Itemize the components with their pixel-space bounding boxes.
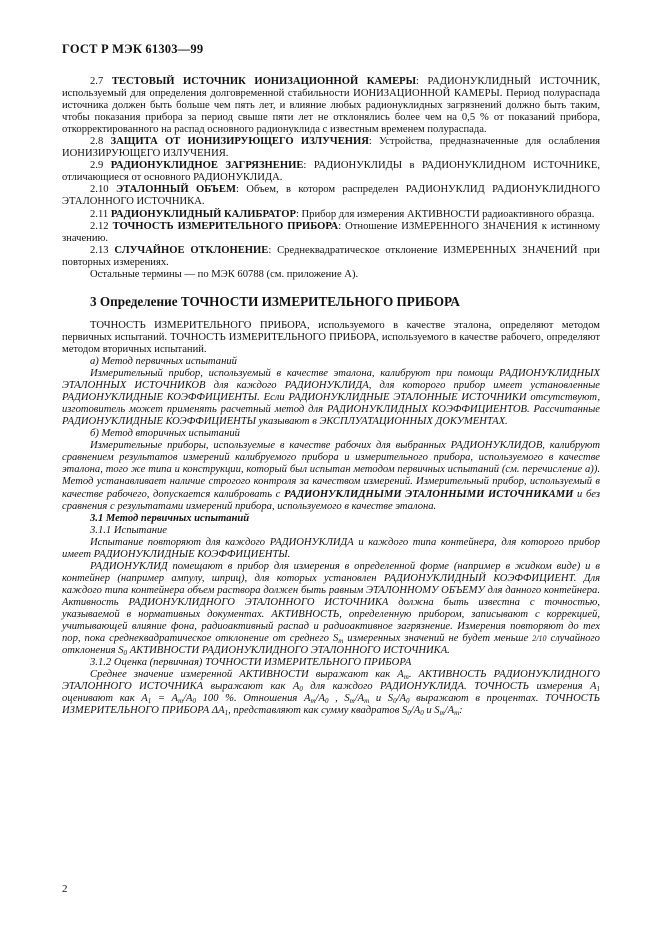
subsection-3-1-heading: 3.1 Метод первичных испытаний <box>90 512 250 524</box>
method-a-heading: а) Метод первичных испытаний <box>90 355 237 367</box>
subsection-3-1-1-para-2: РАДИОНУКЛИД помещают в прибор для измерения в определенной форме (например в жидком виде) и в контейнер (например ампулу, шприц), для которых установлен РАДИОНУКЛИДНЫЙ КОЭФФИЦИЕНТ. Для каждого типа контейнера объем раствора должен быть равным ЭТАЛОННОМУ ОБЪЕМУ для данного контейнера. Активность РАДИОНУКЛИДНОГО ЭТАЛОННОГО ИСТОЧНИКА должна быть известна с точностью, указываемой в нормативных документах. АКТИВНОСТЬ, определенную прибором, записывают с коррекцией, учитывающей влияние фона, радиоактивный распад и радиоактивное загрязнение. Измерения повторяют до тех пор, пока среднеквадратическое отклонение от среднего $S_m$ измеренных значений не будет меньше 2/10 случайного отклонения $S_0$ АКТИВНОСТИ РАДИОНУКЛИДНОГО ЭТАЛОННОГО ИСТОЧНИКА. <box>62 560 600 658</box>
method-b-text: Измерительные приборы, используемые в качестве рабочих для выбранных РАДИОНУКЛИДОВ, калибруют сравнением результатов измерений калибруемого прибора и измерительного прибора, используемого в качестве эталона, того же типа и конструкции, который был испытан методом первичных испытаний (см. перечисление а)). Метод устанавливает наличие строгого контроля за качеством измерений. Измерительный прибор, используемый в качестве рабочего, допускается калибровать с РАДИОНУКЛИДНЫМИ ЭТАЛОННЫМИ ИСТОЧНИКАМИ и без сравнения с результатами измерений прибора, используемого в качестве эталона. <box>62 440 600 512</box>
page-header: ГОСТ Р МЭК 61303—99 <box>62 42 204 56</box>
document-page <box>62 42 600 717</box>
subsection-3-1-1-heading: 3.1.1 Испытание <box>90 524 167 536</box>
method-b-heading: б) Метод вторичных испытаний <box>90 428 240 440</box>
section-3-heading: 3 Определение ТОЧНОСТИ ИЗМЕРИТЕЛЬНОГО ПРИБОРА <box>90 293 460 309</box>
term-2-8: 2.8 ЗАЩИТА ОТ ИОНИЗИРУЮЩЕГО ИЗЛУЧЕНИЯ: Устройства, предназначенные для ослабления ИОНИЗИРУЮЩЕГО ИЗЛУЧЕНИЯ. <box>62 136 600 160</box>
subsection-3-1-2-heading: 3.1.2 Оценка (первичная) ТОЧНОСТИ ИЗМЕРИТЕЛЬНОГО ПРИБОРА <box>90 657 412 669</box>
method-a-text: Измерительный прибор, используемый в качестве эталона, калибруют при помощи РАДИОНУКЛИДНЫХ ЭТАЛОННЫХ ИСТОЧНИКОВ для каждого РАДИОНУКЛИДА, для которого прибор имеет установленные РАДИОНУКЛИДНЫЕ КОЭФФИЦИЕНТЫ. Если РАДИОНУКЛИДНЫЕ ЭТАЛОННЫЕ ИСТОЧНИКИ отсутствуют, изготовитель может применять расчетный метод для РАДИОНУКЛИДНЫХ КОЭФФИЦИЕНТОВ. Рассчитанные РАДИОНУКЛИДНЫЕ КОЭФФИЦИЕНТЫ указывают в ЭКСПЛУАТАЦИОННЫХ ДОКУМЕНТАХ. <box>62 368 600 428</box>
subsection-3-1-1-para-1: Испытание повторяют для каждого РАДИОНУКЛИДА и каждого типа контейнера, для которого прибор имеет РАДИОНУКЛИДНЫЕ КОЭФФИЦИЕНТЫ. <box>62 536 600 560</box>
section-3-intro: ТОЧНОСТЬ ИЗМЕРИТЕЛЬНОГО ПРИБОРА, используемого в качестве эталона, определяют методом первичных испытаний. ТОЧНОСТЬ ИЗМЕРИТЕЛЬНОГО ПРИБОРА, используемого в качестве рабочего, определяют методом вторичных испытаний. <box>62 319 600 355</box>
subsection-3-1-2-para: Среднее значение измеренной АКТИВНОСТИ выражают как $A_m$. АКТИВНОСТЬ РАДИОНУКЛИДНОГО ЭТАЛОННОГО ИСТОЧНИКА выражают как $A_0$ для каждого РАДИОНУКЛИДА. ТОЧНОСТЬ измерения $A_1$ оценивают как $A_1 = A_m/A_0$ 100 %. Отношения $A_m/A_0$ , $S_m/A_m$ и $S_0/A_0$ выражают в процентах. ТОЧНОСТЬ ИЗМЕРИТЕЛЬНОГО ПРИБОРА $\Delta A_1$, представляют как сумму квадратов $S_0/A_0$ и $S_m/A_m$: <box>62 669 600 718</box>
term-2-9: 2.9 РАДИОНУКЛИДНОЕ ЗАГРЯЗНЕНИЕ: РАДИОНУКЛИДЫ в РАДИОНУКЛИДНОМ ИСТОЧНИКЕ, отличающиеся от основного РАДИОНУКЛИДА. <box>62 160 600 184</box>
document-body <box>62 76 600 717</box>
other-terms: Остальные термины — по МЭК 60788 (см. приложение А). <box>90 268 359 280</box>
term-2-13: 2.13 СЛУЧАЙНОЕ ОТКЛОНЕНИЕ: Среднеквадратическое отклонение ИЗМЕРЕННЫХ ЗНАЧЕНИЙ при повторных измерениях. <box>62 244 600 268</box>
page-number: 2 <box>62 883 68 895</box>
term-2-11: 2.11 РАДИОНУКЛИДНЫЙ КАЛИБРАТОР: Прибор для измерения АКТИВНОСТИ радиоактивного образца. <box>90 208 595 220</box>
term-2-10: 2.10 ЭТАЛОННЫЙ ОБЪЕМ: Объем, в котором распределен РАДИОНУКЛИД РАДИОНУКЛИДНОГО ЭТАЛОННОГО ИСТОЧНИКА. <box>62 184 600 208</box>
term-2-7: 2.7 ТЕСТОВЫЙ ИСТОЧНИК ИОНИЗАЦИОННОЙ КАМЕРЫ: РАДИОНУКЛИДНЫЙ ИСТОЧНИК, используемый для определения долговременной стабильности ИОНИЗАЦИОННОЙ КАМЕРЫ. Период полураспада источника должен быть больше чем пять лет, и влияние любых радионуклидных загрязнений должно быть таким, чтобы показания прибора за период свыше пяти лет не отклонялись более чем на 0,5 % от показаний прибора, откорректированного на распад основного радионуклида с известным временем полураспада. <box>62 76 600 136</box>
term-2-12: 2.12 ТОЧНОСТЬ ИЗМЕРИТЕЛЬНОГО ПРИБОРА: Отношение ИЗМЕРЕННОГО ЗНАЧЕНИЯ к истинному значению. <box>62 220 600 244</box>
fraction-two-tenths: 2/10 <box>532 634 547 644</box>
